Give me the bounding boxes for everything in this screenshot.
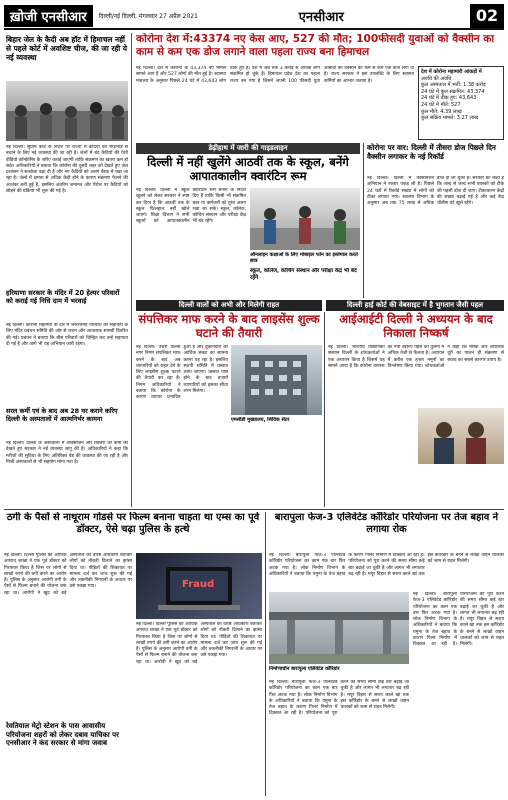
stats-title: देश में कोरोना महामारी आंकड़ों में bbox=[421, 69, 482, 75]
stat-row: कुल मौतें: 4.39 लाख bbox=[421, 108, 462, 115]
column-rule bbox=[324, 312, 325, 507]
section-band: डेढ़ीहाथ में जारी की गाइडलाइन bbox=[136, 143, 360, 154]
story-body: नई दिल्ली। बारापुला फेज-3 एलिवेटेड कॉरिडोर परियोजना का काम एक बार फिर अटक गया है। लोक निर्माण विभाग के अधिकारियों ने बताया कि यमुना के तेज बहाव के कारण पिलर निर्माण में दिक्कत आ रही है। परियोजना को पूरा करने की समय सीमा कई बार बढ़ाई जा चुकी है और लागत भी लगातार बढ़ रही है। मयूर विहार से सराय काले खां तक इस कॉरिडोर के बनने से लाखों वाहन चालकों को जाम से राहत मिलेगी। bbox=[269, 553, 504, 577]
column-rule bbox=[265, 512, 266, 796]
lead-body: नई दिल्ली। देश में कोरोना के 43,374 नए मामले सामने आए हैं और 527 लोगों की मौत हुई है। स्वास्थ्य मंत्रालय के अनुसार पिछले 24 घंटे में 43,643 लोग ठीक हुए हैं। देश में अब तक 3 करोड़ से अधिक लोग संक्रमित हो चुके हैं। हिमाचल प्रदेश देश का पहला राज्य बन गया है जिसने अपनी 100 फीसदी युवा आबादी को वैक्सीन की कम से कम एक डोज लगा दी है। राज्य सरकार ने इस उपलब्धि के लिए स्वास्थ्य कर्मियों का आभार जताया है। bbox=[136, 66, 414, 84]
stat-row: कुल अस्पताल में भर्ती: 1.38 करोड़ bbox=[421, 82, 486, 89]
stat-row: 24 घंटे में मौतें: 527 bbox=[421, 101, 461, 108]
story-headline: बिहार जेल के कैदी अब हॉट में हिमाचल नहीं से पहले कोर्ट में अवशिष्ट चीज, की जा रही ये नई व्यवस्था bbox=[6, 35, 128, 62]
story-body: नई दिल्ली। दिल्ली पुलिस की आर्थिक अपराध शाखा ने एक पूर्व डॉक्टर को गिरफ्तार किया है जिस पर लोगों से लाखों रुपये की ठगी करने का आरोप है। पुलिस के अनुसार आरोपी ठगी के पैसों से फिल्म बनाने की योजना बना रहा था। आरोपी ने खुद को बड़े अस्पताल का वरिष्ठ अधिकारी बताकर लोगों को नौकरी दिलाने का झांसा दिया था। पीड़ितों की शिकायत पर मामला दर्ज कर जांच शुरू की गई और तकनीकी निगरानी के आधार पर उसे पकड़ा गया। bbox=[4, 553, 132, 596]
story-body-continued: नई दिल्ली। बारापुला फेज-3 एलिवेटेड कॉरिडोर परियोजना का काम एक बार फिर अटक गया है। लोक निर्माण विभाग के अधिकारियों ने बताया कि यमुना के तेज बहाव के कारण पिलर निर्माण में दिक्कत आ रही है। परियोजना को पूरा करने की समय सीमा कई बार बढ़ाई जा चुकी है और लागत भी लगातार बढ़ रही है। मयूर विहार से सराय काले खां तक इस कॉरिडोर के बनने से लाखों वाहन चालकों को जाम से राहत मिलेगी। bbox=[269, 680, 409, 717]
story-body-side: नई दिल्ली। बारापुला फेज-3 एलिवेटेड कॉरिडोर परियोजना का काम एक बार फिर अटक गया है। लोक निर्माण विभाग के अधिकारियों ने बताया कि यमुना के तेज बहाव के कारण पिलर निर्माण में दिक्कत आ रही है। परियोजना को पूरा करने की समय सीमा कई बार बढ़ाई जा चुकी है और लागत भी लगातार बढ़ रही है। मयूर विहार से सराय काले खां तक इस कॉरिडोर के बनने से लाखों वाहन चालकों को जाम से राहत मिलेगी। bbox=[413, 592, 504, 648]
story-body: नई दिल्ली। उत्तरी दिल्ली नगर निगम संपत्तिकर माफ करने के बाद अब व्यापारियों को राहत देने के लिए लाइसेंस शुल्क घटाने की तैयारी कर रहा है। निगम अधिकारियों ने बताया कि कोरोना के कारण व्यापार प्रभावित हुआ है और दुकानदारों को आर्थिक संकट का सामना करना पड़ रहा है। इसलिए स्थायी समिति में प्रस्ताव लाया जाएगा। प्रस्ताव पास होने के बाद हजारों व्यापारियों को इसका सीधा लाभ मिलेगा। bbox=[136, 345, 228, 401]
section-band: दिल्ली वालों को अभी और मिलेगी राहत bbox=[136, 300, 322, 311]
students-photo-icon bbox=[250, 188, 360, 250]
people-photo-icon bbox=[418, 408, 504, 464]
masthead bbox=[4, 3, 504, 30]
fraud-photo bbox=[136, 553, 262, 619]
section-title: एनसीआर bbox=[298, 9, 344, 25]
story-headline: दिल्ली में नहीं खुलेंगे आठवीं तक के स्कूल, बनेंगे आपातकालीन क्वारंटिन रूम bbox=[147, 155, 349, 183]
story-body: नई दिल्ली। दिल्ली में वैक्सीनेशन अभियान ने रफ्तार पकड़ ली है। पिछले 24 घंटों में रिकॉर्ड संख्या में लोगों को टीका लगाया गया। स्वास्थ्य विभाग के अनुसार अब तक 75 लाख से अधिक डोज दी जा चुकी हैं। सरकार का लक्ष्य है कि जल्द से जल्द सभी वयस्कों को टीके की पहली डोज दी जाए। टीकाकरण केंद्रों की संख्या बढ़ाई गई है और कई केंद्र चौबीस घंटे खुले रहेंगे। bbox=[367, 176, 504, 207]
story-body-continued: नई दिल्ली। दिल्ली पुलिस की आर्थिक अपराध शाखा ने एक पूर्व डॉक्टर को गिरफ्तार किया है जिस पर लोगों से लाखों रुपये की ठगी करने का आरोप है। पुलिस के अनुसार आरोपी ठगी के पैसों से फिल्म बनाने की योजना बना रहा था। आरोपी ने खुद को बड़े अस्पताल का वरिष्ठ अधिकारी बताकर लोगों को नौकरी दिलाने का झांसा दिया था। पीड़ितों की शिकायत पर मामला दर्ज कर जांच शुरू की गई और तकनीकी निगरानी के आधार पर उसे पकड़ा गया। bbox=[136, 622, 262, 665]
story-body: नई दिल्ली। दिल्ली में स्कूल खुलने को लेकर सरकार ने स्पष्ट कर दिया है कि आठवीं तक के स्कूल फिलहाल नहीं खोले जाएंगे। शिक्षा विभाग ने सभी स्कूलों को आपातकालीन क्वारंटिन रूम बनाने के निर्देश दिए हैं ताकि किसी भी संक्रमित छात्र या कर्मचारी को तुरंत अलग रखा जा सके। स्कूल, कॉलेज, कोचिंग संस्थान और परीक्षा केंद्र भी बंद रहेंगे। bbox=[136, 188, 246, 225]
photo-caption: ऑनलाइन कक्षाओं के लिए मोबाइल फोन का इस्तेमाल करते छात्र bbox=[250, 252, 358, 264]
stat-row: 24 घंटे में ठीक हुए: 43,643 bbox=[421, 95, 477, 102]
school-photo bbox=[250, 188, 360, 250]
flyover-photo-icon bbox=[269, 592, 409, 664]
story-headline: ठगी के पैसों से नाथूराम गोडसे पर फिल्म बनाना चाहता था एम्स का पूर्व डॉक्टर, ऐसे चढ़ा पुलिस के हत्थे bbox=[6, 512, 260, 535]
stat-row: अवधि की अवधि bbox=[421, 75, 452, 82]
story-body: नई दिल्ली। भारतीय प्रौद्योगिकी संस्थान दिल्ली के शोधकर्ताओं ने एक अध्ययन किया है जिसमें यह सामने आया है कि कोरोना वायरस का नया स्वरूप पहले की तुलना में अधिक तेजी से फैलता है। अध्ययन में करीब एक हजार नमूनों का विश्लेषण किया गया। शोधकर्ताओं ने कहा कि मास्क और शारीरिक दूरी का पालन ही संक्रमण से बचाव का सबसे कारगर उपाय है। bbox=[328, 345, 504, 369]
story-headline: बारापुला फेज-3 एलिवेटेड कॉरिडोर परियोजना पर तेज बहाव ने लगाया रोक bbox=[274, 512, 499, 535]
story-body: नई दिल्ली। दिल्ली के अस्पतालों में ऑक्सीजन और बिस्तरों की कमी को देखते हुए सरकार ने नई व्यवस्था लागू की है। अधिकारियों ने कहा कि मरीजों की सुविधा के लिए अतिरिक्त बेड की व्यवस्था की जा रही है और निजी अस्पतालों से भी सहयोग मांगा गया है। bbox=[6, 441, 128, 465]
covid-stats-box bbox=[418, 66, 504, 140]
story-headline: कोरोना पर वार: दिल्ली में तीसरा डोज पिछले दिन वैक्सीन लगाकर के नई रिकॉर्ड bbox=[367, 143, 496, 161]
story-body: नई दिल्ली। सुप्रीम कोर्ट के निर्देश पर राज्यों में कैदियों को भीड़भाड़ से बचाने के लिए नई व्यवस्था की जा रही है। जेलों में बंद कैदियों की पेशी वीडियो कॉन्फ्रेंसिंग के जरिए कराई जाएगी ताकि संक्रमण का खतरा कम हो सके। अधिकारियों ने बताया कि कोरोना की दूसरी लहर को देखते हुए जेल प्रशासन ने सतर्कता बढ़ा दी है और नए कैदियों को अलग बैरक में रखा जा रहा है। जेलों में क्षमता से अधिक कैदी होने के कारण संक्रमण फैलने की आशंका बनी हुई है, इसलिए अंतरिम जमानत और पैरोल पर कैदियों को छोड़ने की प्रक्रिया भी शुरू की गई है। bbox=[6, 145, 128, 195]
story-headline: हरियाणा सरकार के मंदिर में 20 हेल्पर परिवारों को कराई गई निधि दाम में भरवाई bbox=[6, 289, 120, 305]
column-rule bbox=[363, 143, 364, 298]
story-headline: संपत्तिकर माफ करने के बाद लाइसेंस शुल्क घटाने की तैयारी bbox=[138, 312, 320, 340]
iit-photo bbox=[418, 408, 504, 464]
section-rule bbox=[4, 509, 504, 510]
section-band: दिल्ली हाई कोर्ट की वेबसाइट में है भुगतान जैसी पहल bbox=[326, 300, 504, 311]
page-number: 02 bbox=[470, 4, 504, 28]
left-column bbox=[4, 33, 132, 507]
story-photo bbox=[6, 81, 128, 141]
story-headline: रेवतियाल मेट्रो स्टेशन के पास आवासीय परियोजना शहरों को लेकर दबाव याचिका पर एनसीआर ने कंद सरकार से मांगा जवाब bbox=[6, 722, 119, 748]
newspaper-logo: ख़ोजी एनसीआर bbox=[4, 5, 93, 27]
date-line: दिल्ली/नई दिल्ली, मंगलवार 27 अप्रैल 2021 bbox=[98, 12, 198, 20]
crowd-photo-icon bbox=[6, 81, 128, 141]
lead-headline: कोरोना देश में:43374 नए केस आए, 527 की मौत; 100फीसदी युवाओं को वैक्सीन का काम से कम एक डोज लगाने वाला पहला राज्य बना हिमाचल bbox=[136, 33, 495, 58]
story-headline: आईआईटी दिल्ली ने अध्ययन के बाद निकाला निष्कर्ष bbox=[339, 312, 493, 340]
story-body: नई दिल्ली। कोरोना महामारी के दौर में जरूरतमंद परिवारों की सहायता के लिए मंदिर प्रबंधन समिति की ओर से राशन और आवश्यक सामग्री वितरित की गई। प्रबंधन ने बताया कि बीस परिवारों को चिन्हित कर उन्हें सहायता दी गई है और आगे भी यह अभियान जारी रहेगा। bbox=[6, 323, 128, 347]
story-subheadline: स्कूल, कॉलेज, कोचिंग संस्थान और परीक्षा केंद्र भी बंद रहेंगे bbox=[250, 268, 357, 281]
mcd-photo bbox=[231, 345, 322, 415]
photo-caption: एमसीडी मुख्यालय, सिविक सेंटर bbox=[231, 417, 290, 423]
story-headline: सरल कर्मी एवं के बाद अब 28 घर कराने करिए दिल्ली के अस्पतालों में आत्मनिर्भर कामना bbox=[6, 407, 118, 423]
flyover-photo bbox=[269, 592, 409, 664]
fraud-label: Fraud bbox=[182, 579, 215, 590]
stat-row: 24 घंटे में कुल संक्रमित: 43,374 bbox=[421, 88, 485, 95]
stat-row: कुल सक्रिय मामले: 3.27 लाख bbox=[421, 115, 479, 122]
building-photo-icon bbox=[231, 345, 322, 415]
photo-caption: निर्माणाधीन बारापुला एलिवेटेड कॉरिडोर bbox=[269, 666, 340, 672]
